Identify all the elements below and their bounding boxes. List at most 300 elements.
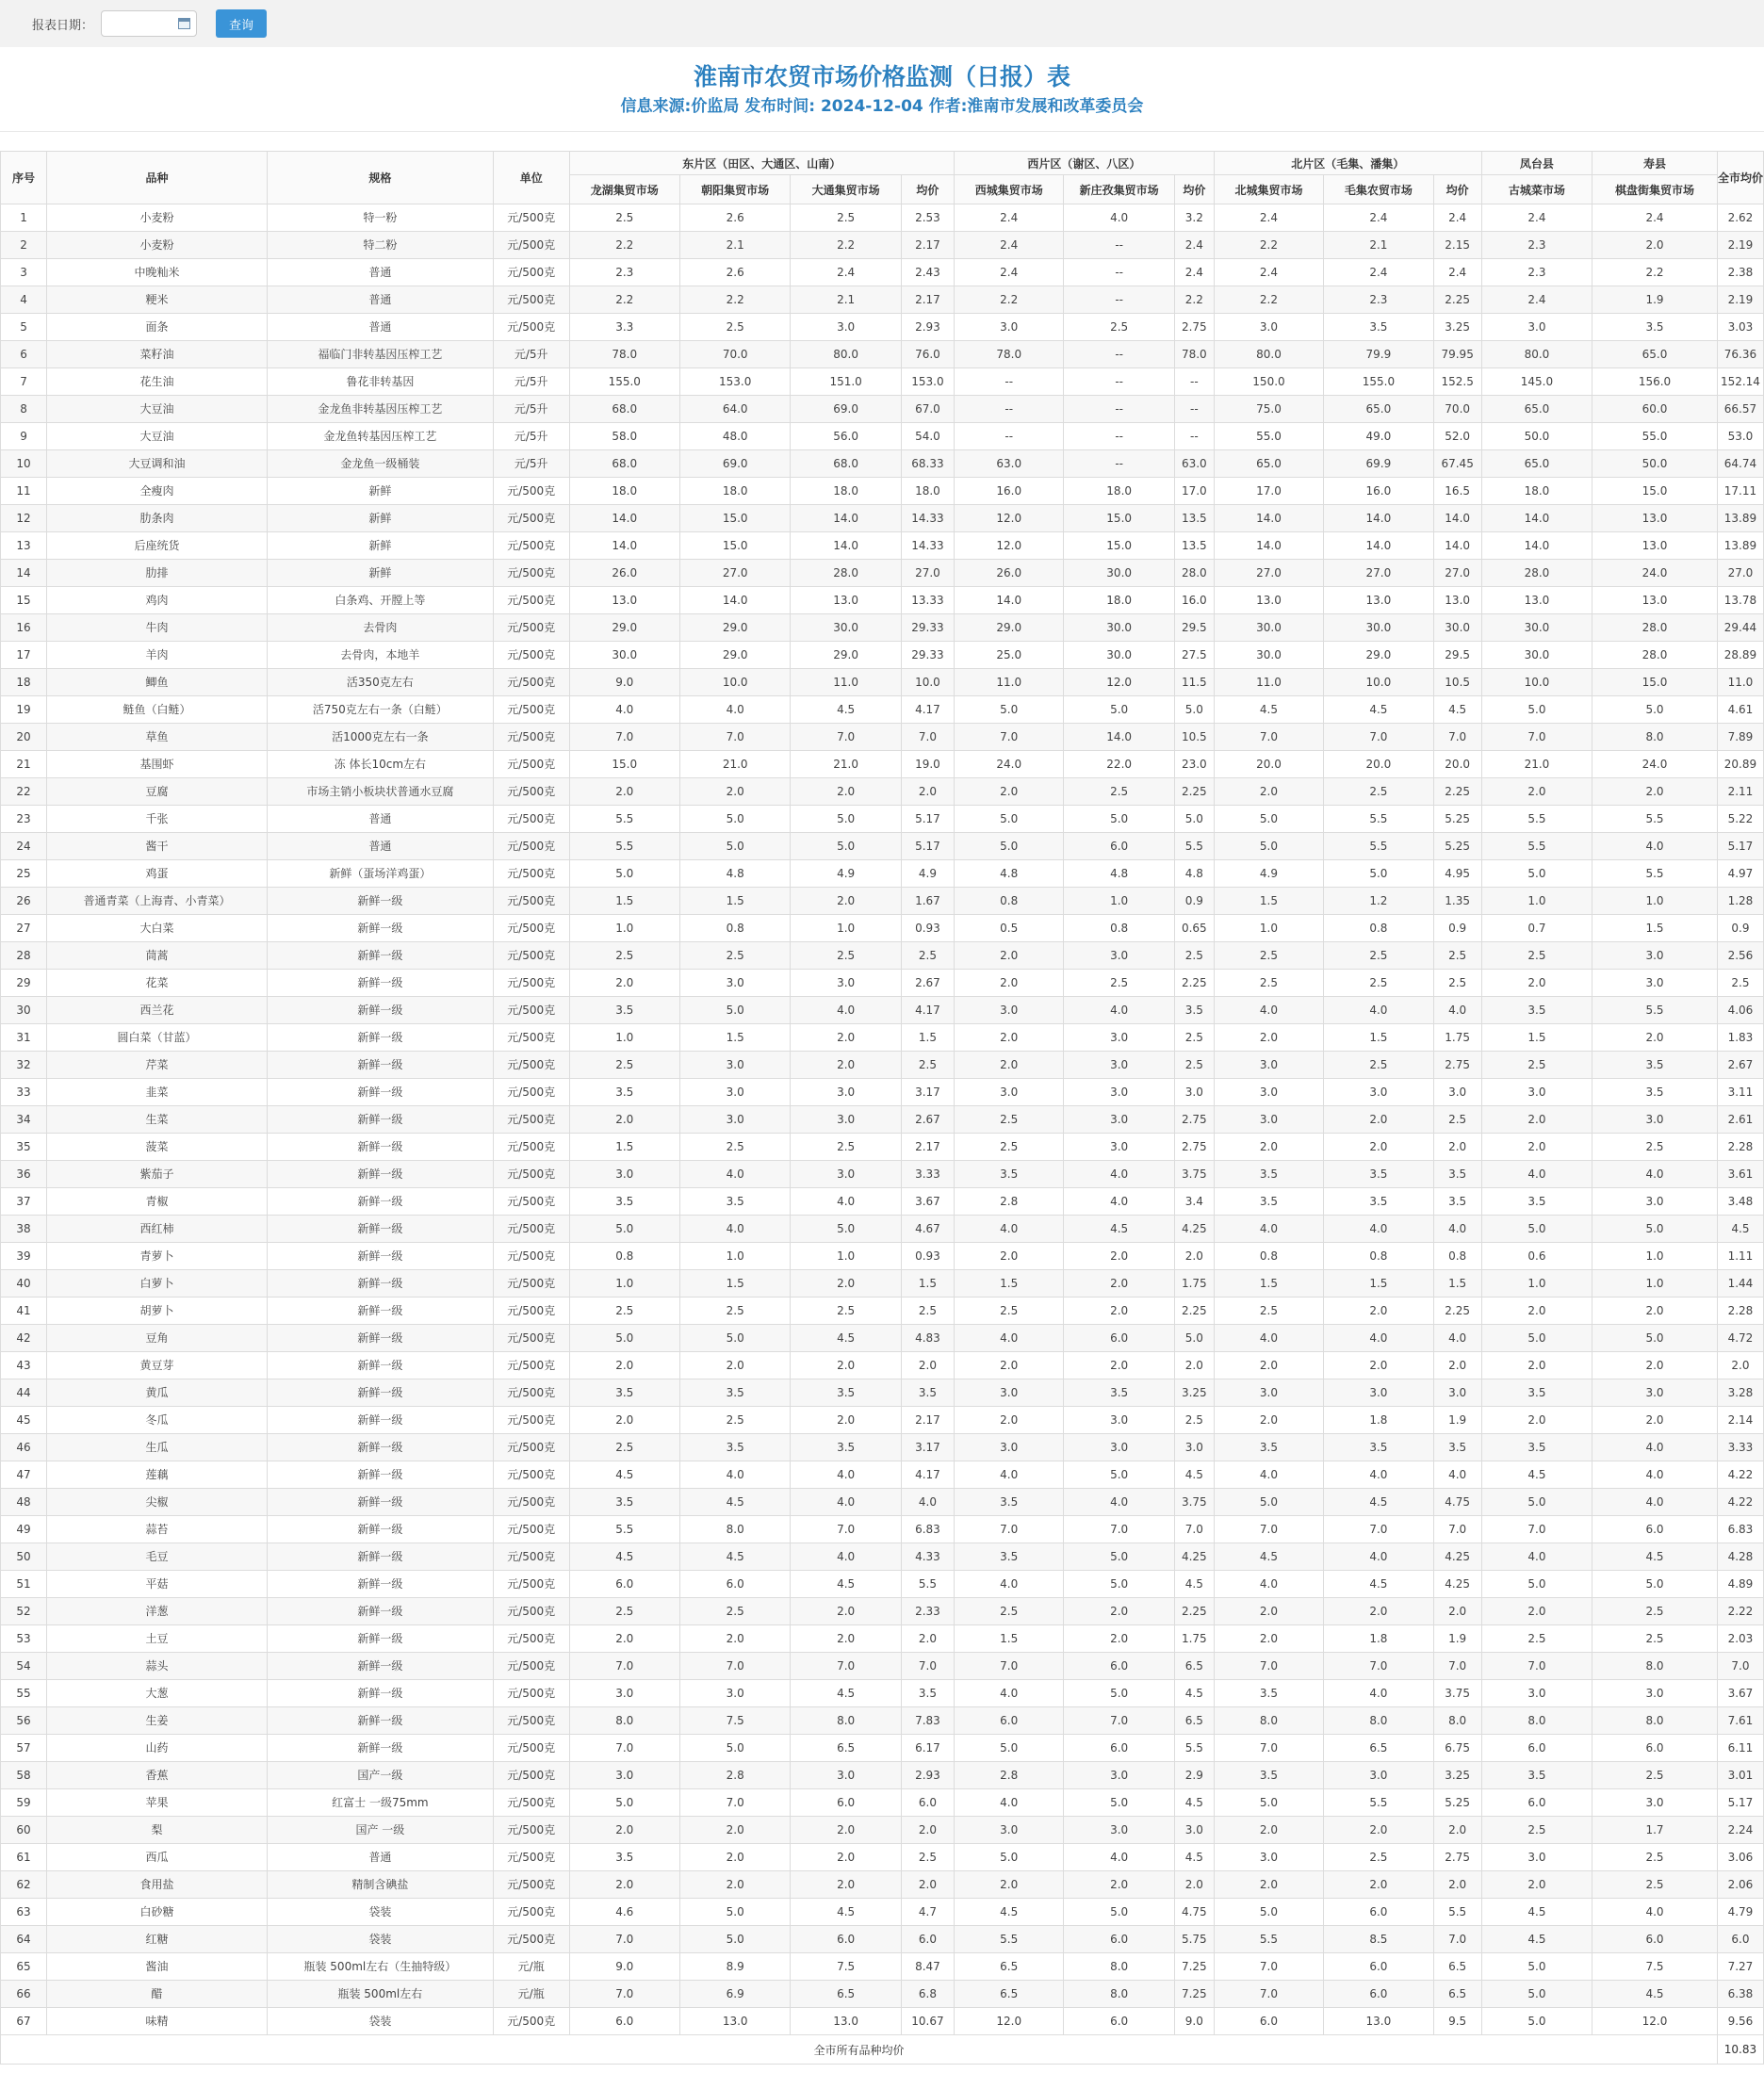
table-cell: 28.0	[1481, 560, 1592, 587]
table-cell: 3.0	[1481, 1680, 1592, 1707]
table-cell: 去骨肉，本地羊	[267, 642, 493, 669]
table-cell: 11.0	[955, 669, 1064, 696]
table-row	[1, 314, 1764, 341]
table-cell: 7.0	[569, 1926, 679, 1953]
table-cell: 14.0	[1481, 505, 1592, 532]
table-cell: 元/500克	[493, 1270, 569, 1298]
table-cell: 2.0	[1324, 1106, 1433, 1134]
table-cell: 7.0	[791, 724, 901, 751]
table-cell: 6.0	[1481, 1735, 1592, 1762]
table-cell: 24.0	[955, 751, 1064, 778]
table-cell: 17.0	[1174, 478, 1214, 505]
table-cell: 新鲜一级	[267, 1598, 493, 1625]
table-cell: 元/500克	[493, 1817, 569, 1844]
table-cell: 6.0	[901, 1926, 954, 1953]
table-cell: 2.2	[955, 286, 1064, 314]
table-cell: 12.0	[1064, 669, 1174, 696]
table-cell: 7.61	[1717, 1707, 1763, 1735]
table-cell: 3.5	[1481, 1379, 1592, 1407]
table-cell: 4.17	[901, 1461, 954, 1489]
table-cell: 4.0	[1324, 1461, 1433, 1489]
table-cell: --	[1174, 396, 1214, 423]
report-date-input[interactable]	[101, 10, 197, 37]
table-cell: 76.36	[1717, 341, 1763, 368]
table-cell: 4.5	[791, 1899, 901, 1926]
table-cell: --	[1064, 368, 1174, 396]
table-cell: 3.0	[1214, 314, 1323, 341]
table-cell: 3.0	[791, 1161, 901, 1188]
table-row	[1, 232, 1764, 259]
table-cell: 3.5	[1592, 1079, 1718, 1106]
table-cell: 5.5	[1174, 833, 1214, 860]
table-cell: 1.0	[1592, 1270, 1718, 1298]
table-cell: 元/500克	[493, 314, 569, 341]
table-cell: 78.0	[955, 341, 1064, 368]
table-cell: 3.5	[1433, 1161, 1481, 1188]
table-cell: 63	[1, 1899, 47, 1926]
table-cell: 5.0	[955, 1844, 1064, 1871]
table-cell: 2.93	[901, 1762, 954, 1789]
table-cell: 8.0	[1064, 1981, 1174, 2008]
table-cell: 2.2	[791, 232, 901, 259]
table-cell: 2.5	[1174, 1024, 1214, 1052]
table-cell: 2.5	[1433, 942, 1481, 970]
market-header: 龙湖集贸市场	[569, 175, 679, 204]
table-cell: 27.0	[679, 560, 790, 587]
table-row	[1, 396, 1764, 423]
table-cell: 7.0	[1324, 1653, 1433, 1680]
table-cell: 13.0	[791, 587, 901, 614]
table-cell: 14.0	[791, 505, 901, 532]
table-cell: 7.5	[679, 1707, 790, 1735]
col-header-variety: 品种	[47, 152, 268, 204]
table-cell: 元/500克	[493, 478, 569, 505]
table-cell: 2.0	[955, 1871, 1064, 1899]
table-cell: 41	[1, 1298, 47, 1325]
table-cell: 4.0	[1064, 1844, 1174, 1871]
table-cell: 17.11	[1717, 478, 1763, 505]
table-cell: 19	[1, 696, 47, 724]
table-cell: 2.5	[569, 1052, 679, 1079]
table-cell: 13.89	[1717, 505, 1763, 532]
table-cell: 46	[1, 1434, 47, 1461]
table-cell: 3.25	[1433, 1762, 1481, 1789]
table-cell: 2.1	[679, 232, 790, 259]
table-cell: 2.2	[1214, 232, 1323, 259]
table-cell: 肋排	[47, 560, 268, 587]
table-cell: 4.5	[1214, 696, 1323, 724]
table-cell: 尖椒	[47, 1489, 268, 1516]
table-cell: 5.0	[1481, 1216, 1592, 1243]
market-header: 朝阳集贸市场	[679, 175, 790, 204]
table-cell: 1.2	[1324, 888, 1433, 915]
table-cell: 元/500克	[493, 1680, 569, 1707]
table-cell: 18	[1, 669, 47, 696]
table-cell: 19.0	[901, 751, 954, 778]
table-cell: 48	[1, 1489, 47, 1516]
table-cell: 5.17	[901, 806, 954, 833]
table-cell: 6.5	[955, 1953, 1064, 1981]
query-button[interactable]: 查询	[216, 9, 267, 38]
table-cell: 155.0	[569, 368, 679, 396]
table-cell: 4.0	[1592, 1899, 1718, 1926]
table-cell: 2.75	[1174, 1134, 1214, 1161]
table-cell: 2.0	[901, 778, 954, 806]
table-cell: 2.0	[955, 778, 1064, 806]
table-cell: 新鲜一级	[267, 997, 493, 1024]
table-cell: 普通	[267, 806, 493, 833]
table-cell: 花菜	[47, 970, 268, 997]
table-cell: 元/500克	[493, 997, 569, 1024]
table-cell: --	[955, 368, 1064, 396]
table-cell: 元/5升	[493, 450, 569, 478]
table-cell: 平菇	[47, 1571, 268, 1598]
table-cell: 18.0	[1064, 478, 1174, 505]
table-cell: 大葱	[47, 1680, 268, 1707]
table-cell: 3.75	[1174, 1489, 1214, 1516]
table-cell: 5.0	[1214, 833, 1323, 860]
table-cell: 2.5	[1174, 942, 1214, 970]
table-cell: 152.5	[1433, 368, 1481, 396]
table-cell: 3.5	[1324, 1434, 1433, 1461]
table-cell: 15.0	[1592, 478, 1718, 505]
table-cell: 3.5	[901, 1680, 954, 1707]
table-cell: 2.0	[1592, 1352, 1718, 1379]
table-cell: 3.0	[1174, 1079, 1214, 1106]
table-cell: 4.0	[791, 997, 901, 1024]
table-cell: 7.0	[1433, 1926, 1481, 1953]
table-cell: 活1000克左右一条	[267, 724, 493, 751]
table-cell: 2.0	[1481, 1871, 1592, 1899]
table-cell: 79.95	[1433, 341, 1481, 368]
table-cell: 3.75	[1174, 1161, 1214, 1188]
table-cell: 普通	[267, 259, 493, 286]
table-cell: 4.25	[1174, 1543, 1214, 1571]
table-cell: 4.0	[791, 1543, 901, 1571]
table-cell: 5.0	[569, 1325, 679, 1352]
table-cell: 5.0	[1481, 1489, 1592, 1516]
table-cell: 3.25	[1433, 314, 1481, 341]
table-cell: 全瘦肉	[47, 478, 268, 505]
table-cell: 4.5	[1064, 1216, 1174, 1243]
table-cell: 1.5	[1324, 1024, 1433, 1052]
table-row	[1, 860, 1764, 888]
table-cell: 27.0	[1214, 560, 1323, 587]
table-row	[1, 1461, 1764, 1489]
table-cell: 4.0	[791, 1188, 901, 1216]
table-cell: 7.0	[1214, 724, 1323, 751]
table-row	[1, 833, 1764, 860]
table-cell: 5.5	[1592, 806, 1718, 833]
market-header: 均价	[1174, 175, 1214, 204]
table-cell: 29.33	[901, 642, 954, 669]
table-cell: 5.0	[1214, 1899, 1323, 1926]
table-cell: 29.5	[1433, 642, 1481, 669]
table-cell: 5.17	[1717, 833, 1763, 860]
table-cell: 29.0	[679, 614, 790, 642]
table-cell: 2.0	[569, 970, 679, 997]
table-cell: 10.0	[679, 669, 790, 696]
table-cell: 6	[1, 341, 47, 368]
table-row	[1, 587, 1764, 614]
table-cell: 29.0	[569, 614, 679, 642]
table-cell: 14.33	[901, 532, 954, 560]
table-cell: 4.0	[1324, 1680, 1433, 1707]
table-cell: 2.0	[1481, 1352, 1592, 1379]
table-cell: 肋条肉	[47, 505, 268, 532]
table-cell: 2.5	[1592, 1762, 1718, 1789]
table-cell: 1.67	[901, 888, 954, 915]
table-cell: 16	[1, 614, 47, 642]
table-cell: 2.5	[679, 942, 790, 970]
table-cell: 黄瓜	[47, 1379, 268, 1407]
table-cell: 39	[1, 1243, 47, 1270]
table-cell: 53.0	[1717, 423, 1763, 450]
table-cell: 金龙鱼转基因压榨工艺	[267, 423, 493, 450]
table-cell: 12.0	[955, 532, 1064, 560]
table-cell: 3.0	[791, 1079, 901, 1106]
table-cell: 元/500克	[493, 532, 569, 560]
table-cell: 2.0	[791, 1598, 901, 1625]
table-cell: 3.0	[1064, 1024, 1174, 1052]
table-cell: 3.5	[1214, 1680, 1323, 1707]
table-cell: 5.0	[1481, 1981, 1592, 2008]
table-cell: 1.8	[1324, 1407, 1433, 1434]
table-cell: 2.8	[955, 1188, 1064, 1216]
table-cell: 2.5	[1324, 778, 1433, 806]
table-cell: 3.5	[569, 1079, 679, 1106]
table-cell: 基围虾	[47, 751, 268, 778]
table-cell: 2.0	[679, 778, 790, 806]
table-cell: 2.0	[1214, 1134, 1323, 1161]
table-cell: 69.0	[679, 450, 790, 478]
table-cell: 52	[1, 1598, 47, 1625]
table-cell: 65	[1, 1953, 47, 1981]
table-cell: 3.03	[1717, 314, 1763, 341]
table-cell: 6.0	[679, 1571, 790, 1598]
table-cell: 7.0	[1433, 1653, 1481, 1680]
table-cell: 2.2	[1592, 259, 1718, 286]
table-cell: 7.0	[955, 724, 1064, 751]
table-cell: 5.17	[901, 833, 954, 860]
table-cell: 30.0	[1064, 560, 1174, 587]
table-cell: 14.0	[791, 532, 901, 560]
table-cell: 金龙鱼一级桶装	[267, 450, 493, 478]
table-cell: 56.0	[791, 423, 901, 450]
table-cell: 鲁花非转基因	[267, 368, 493, 396]
table-row	[1, 1735, 1764, 1762]
table-cell: 2.4	[1592, 204, 1718, 232]
table-cell: 3.06	[1717, 1844, 1763, 1871]
table-row	[1, 2008, 1764, 2035]
table-cell: 28	[1, 942, 47, 970]
table-cell: 65.0	[1324, 396, 1433, 423]
table-body	[1, 204, 1764, 2035]
table-cell: 2.0	[1481, 1106, 1592, 1134]
table-cell: 5.5	[569, 833, 679, 860]
table-cell: 76.0	[901, 341, 954, 368]
table-cell: 1.83	[1717, 1024, 1763, 1052]
table-cell: 新鲜一级	[267, 1024, 493, 1052]
table-cell: 8	[1, 396, 47, 423]
table-cell: 9	[1, 423, 47, 450]
report-header	[0, 47, 1764, 132]
table-cell: 5.0	[1214, 1489, 1323, 1516]
table-cell: 13.5	[1174, 532, 1214, 560]
table-cell: 4.89	[1717, 1571, 1763, 1598]
table-cell: 3.5	[955, 1489, 1064, 1516]
table-cell: 西红柿	[47, 1216, 268, 1243]
table-cell: 20.0	[1433, 751, 1481, 778]
table-cell: 4.0	[1214, 1461, 1323, 1489]
table-cell: 2.33	[901, 1598, 954, 1625]
table-cell: 5.5	[1592, 997, 1718, 1024]
table-cell: 新鲜一级	[267, 1298, 493, 1325]
toolbar	[0, 0, 1764, 47]
table-cell: 7.0	[901, 724, 954, 751]
table-cell: 活350克左右	[267, 669, 493, 696]
table-cell: 4.0	[1592, 1461, 1718, 1489]
table-row	[1, 997, 1764, 1024]
table-cell: 0.6	[1481, 1243, 1592, 1270]
table-cell: 1.0	[1481, 888, 1592, 915]
table-cell: 0.8	[1324, 1243, 1433, 1270]
table-cell: 新鲜（蛋场洋鸡蛋）	[267, 860, 493, 888]
table-cell: 西兰花	[47, 997, 268, 1024]
table-cell: 7.0	[679, 724, 790, 751]
table-cell: 28.0	[1174, 560, 1214, 587]
table-cell: 3.0	[1592, 942, 1718, 970]
table-cell: 冬瓜	[47, 1407, 268, 1434]
table-cell: --	[1174, 368, 1214, 396]
table-cell: 元/5升	[493, 368, 569, 396]
table-cell: 2.5	[1717, 970, 1763, 997]
table-cell: 0.8	[1324, 915, 1433, 942]
table-cell: 13.0	[569, 587, 679, 614]
table-cell: 元/500克	[493, 1926, 569, 1953]
table-cell: 2.0	[569, 1352, 679, 1379]
table-cell: 3.0	[569, 1161, 679, 1188]
market-header: 均价	[1433, 175, 1481, 204]
table-cell: 1.5	[1481, 1024, 1592, 1052]
table-cell: 49.0	[1324, 423, 1433, 450]
table-cell: 2.0	[791, 1817, 901, 1844]
table-cell: 2.0	[791, 1270, 901, 1298]
table-cell: 6.83	[1717, 1516, 1763, 1543]
table-cell: 4.97	[1717, 860, 1763, 888]
table-cell: 2.25	[1174, 970, 1214, 997]
table-cell: 1.5	[1433, 1270, 1481, 1298]
table-cell: 3.33	[901, 1161, 954, 1188]
table-cell: 2.0	[679, 1871, 790, 1899]
table-cell: 5.0	[791, 1216, 901, 1243]
table-cell: 鸡蛋	[47, 860, 268, 888]
table-cell: 3.5	[1481, 1188, 1592, 1216]
table-cell: 4.5	[679, 1489, 790, 1516]
table-cell: 3.0	[569, 1680, 679, 1707]
table-cell: 7.0	[1717, 1653, 1763, 1680]
table-cell: 味精	[47, 2008, 268, 2035]
table-cell: 5.0	[955, 1735, 1064, 1762]
calendar-icon[interactable]	[178, 18, 190, 29]
group-header-east: 东片区（田区、大通区、山南）	[569, 152, 954, 175]
table-cell: 5.17	[1717, 1789, 1763, 1817]
table-cell: 2.0	[955, 1024, 1064, 1052]
table-cell: 3.0	[791, 314, 901, 341]
table-cell: 3.01	[1717, 1762, 1763, 1789]
table-row	[1, 1188, 1764, 1216]
table-cell: 菜籽油	[47, 341, 268, 368]
table-cell: 国产 一级	[267, 1817, 493, 1844]
table-cell: 鲢鱼（白鲢）	[47, 696, 268, 724]
table-cell: 45	[1, 1407, 47, 1434]
table-cell: 21	[1, 751, 47, 778]
table-cell: 2.53	[901, 204, 954, 232]
table-cell: 蒜头	[47, 1653, 268, 1680]
table-cell: 4.0	[679, 1161, 790, 1188]
table-cell: 1.5	[901, 1270, 954, 1298]
table-cell: 6.0	[791, 1926, 901, 1953]
table-cell: 4.5	[569, 1461, 679, 1489]
table-cell: 6.9	[679, 1981, 790, 2008]
table-cell: 23	[1, 806, 47, 833]
table-cell: 65.0	[1481, 396, 1592, 423]
table-cell: 0.8	[569, 1243, 679, 1270]
table-cell: 13.0	[1592, 587, 1718, 614]
table-cell: 元/500克	[493, 204, 569, 232]
table-cell: 30.0	[1214, 614, 1323, 642]
table-cell: 8.0	[791, 1707, 901, 1735]
table-row	[1, 724, 1764, 751]
table-cell: 新鲜一级	[267, 1325, 493, 1352]
table-cell: 1.9	[1592, 286, 1718, 314]
table-cell: 3.4	[1174, 1188, 1214, 1216]
table-cell: 元/500克	[493, 888, 569, 915]
table-cell: 14.0	[569, 505, 679, 532]
table-cell: 3.5	[1174, 997, 1214, 1024]
table-cell: 2.0	[1592, 1024, 1718, 1052]
table-cell: 特一粉	[267, 204, 493, 232]
table-cell: 3.0	[1481, 1844, 1592, 1871]
table-cell: 元/500克	[493, 505, 569, 532]
table-cell: 3.67	[1717, 1680, 1763, 1707]
table-cell: 3.0	[1064, 1762, 1174, 1789]
table-cell: 4.0	[1214, 1325, 1323, 1352]
table-cell: 21.0	[791, 751, 901, 778]
table-cell: 0.8	[1214, 1243, 1323, 1270]
table-cell: 新鲜一级	[267, 915, 493, 942]
table-cell: 1.9	[1433, 1625, 1481, 1653]
table-cell: 2.0	[1324, 1134, 1433, 1161]
table-cell: 0.93	[901, 1243, 954, 1270]
table-cell: 2.5	[1481, 1817, 1592, 1844]
table-cell: 2.2	[1174, 286, 1214, 314]
table-cell: 2.0	[679, 1817, 790, 1844]
table-cell: 5.0	[679, 1325, 790, 1352]
table-cell: 3.5	[791, 1434, 901, 1461]
table-cell: 3.5	[901, 1379, 954, 1407]
table-cell: 新鲜一级	[267, 1216, 493, 1243]
table-cell: 14.0	[1064, 724, 1174, 751]
table-cell: 1.9	[1433, 1407, 1481, 1434]
table-cell: 13.5	[1174, 505, 1214, 532]
table-cell: 1.0	[569, 915, 679, 942]
table-cell: 元/500克	[493, 806, 569, 833]
table-cell: 1.0	[569, 1024, 679, 1052]
table-cell: 2.0	[955, 1052, 1064, 1079]
table-cell: 3.0	[1064, 1079, 1174, 1106]
table-cell: 2.5	[1214, 1298, 1323, 1325]
